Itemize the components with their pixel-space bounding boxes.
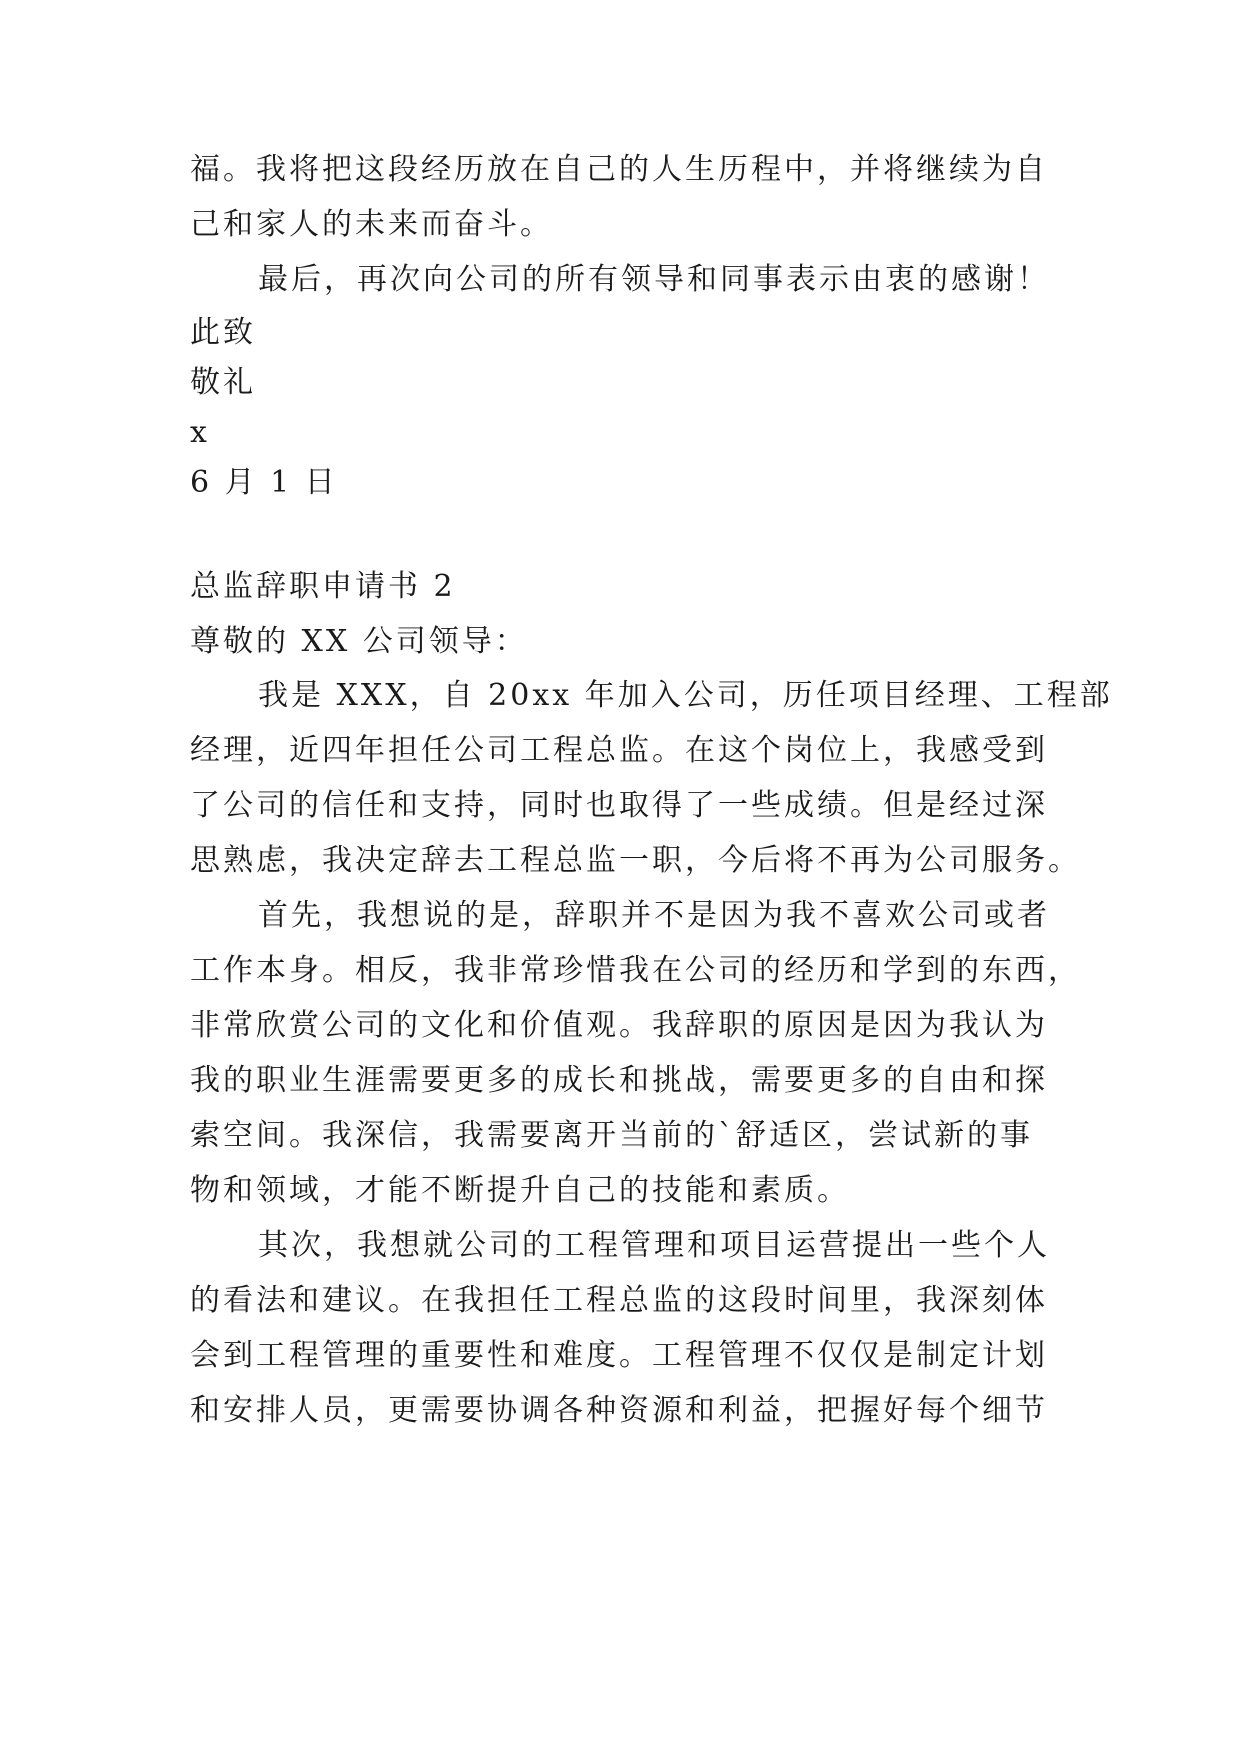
body-text-line: 我的职业生涯需要更多的成长和挑战，需要更多的自由和探	[190, 1063, 1048, 1098]
closing-line: 敬礼	[190, 365, 256, 400]
body-text-line: 福。我将把这段经历放在自己的人生历程中，并将继续为自	[190, 152, 1048, 187]
body-text-line: 非常欣赏公司的文化和价值观。我辞职的原因是因为我认为	[190, 1008, 1048, 1043]
closing-line: 此致	[190, 315, 256, 350]
body-text-line: 首先，我想说的是，辞职并不是因为我不喜欢公司或者	[258, 898, 1050, 933]
signature: x	[190, 415, 210, 450]
body-text-line: 索空间。我深信，我需要离开当前的`舒适区，尝试新的事	[190, 1118, 1033, 1153]
body-text-line: 我是 XXX，自 20xx 年加入公司，历任项目经理、工程部	[258, 678, 1113, 713]
body-text-line: 其次，我想就公司的工程管理和项目运营提出一些个人	[258, 1228, 1050, 1263]
body-text-line: 思熟虑，我决定辞去工程总监一职，今后将不再为公司服务。	[190, 843, 1081, 878]
body-text-line: 己和家人的未来而奋斗。	[190, 207, 553, 242]
body-text-line: 的看法和建议。在我担任工程总监的这段时间里，我深刻体	[190, 1283, 1048, 1318]
body-text-line: 和安排人员，更需要协调各种资源和利益，把握好每个细节	[190, 1393, 1048, 1428]
body-text-line: 会到工程管理的重要性和难度。工程管理不仅仅是制定计划	[190, 1338, 1048, 1373]
body-text-line: 了公司的信任和支持，同时也取得了一些成绩。但是经过深	[190, 788, 1048, 823]
body-text-line: 工作本身。相反，我非常珍惜我在公司的经历和学到的东西，	[190, 953, 1081, 988]
date: 6 月 1 日	[190, 465, 338, 500]
salutation: 尊敬的 XX 公司领导：	[190, 624, 528, 659]
body-text-line: 物和领域，才能不断提升自己的技能和素质。	[190, 1173, 850, 1208]
body-text-line: 最后，再次向公司的所有领导和同事表示由衷的感谢！	[258, 262, 1050, 297]
body-text-line: 经理，近四年担任公司工程总监。在这个岗位上，我感受到	[190, 733, 1048, 768]
letter-title: 总监辞职申请书 2	[190, 569, 456, 604]
